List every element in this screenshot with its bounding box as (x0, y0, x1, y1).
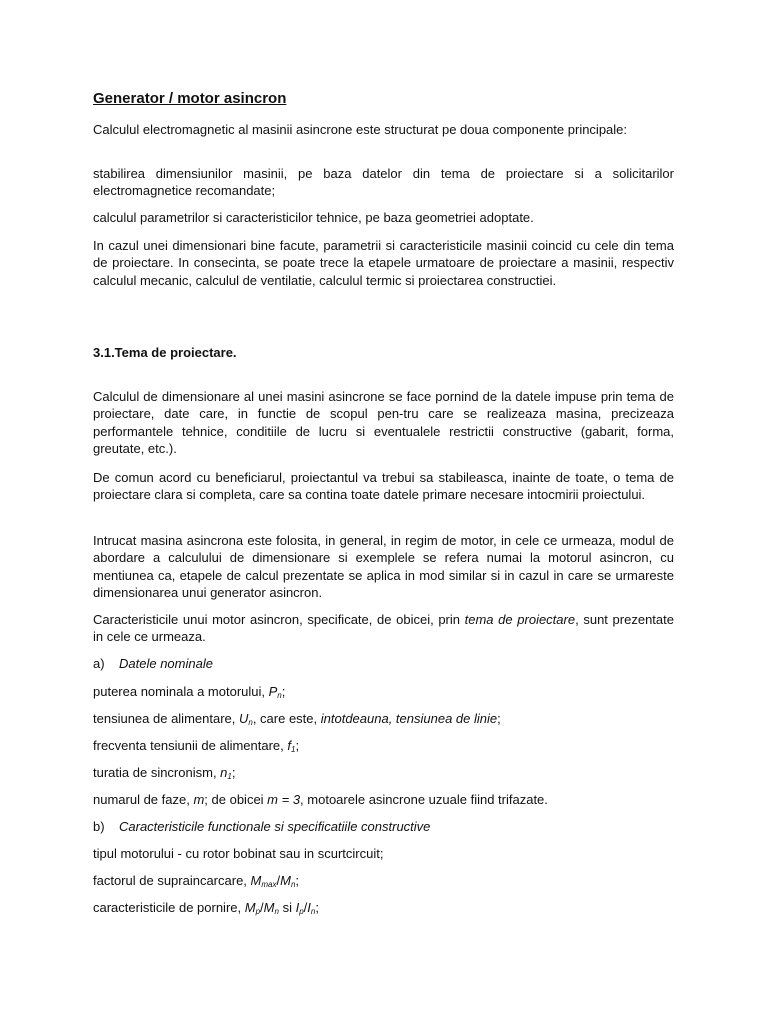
list-item-supply-voltage: tensiunea de alimentare, $U_n$, care este, intotdeauna, tensiunea de linie; (93, 711, 501, 727)
intro-paragraph-3: calculul parametrilor si caracteristicilor tehnice, pe baza geometriei adoptate. (93, 210, 534, 225)
section-paragraph-2: De comun acord cu beneficiarul, proiectantul va trebui sa stabileasca, inainte de toate, o tema de proiectare clara si completa, care sa contina toate datele primare necesare intocmirii proiectului. (93, 470, 674, 503)
list-b-heading: b) Caracteristicile functionale si specificatiile constructive (93, 819, 431, 834)
list-item-rated-power: puterea nominala a motorului, $P_n$; (93, 684, 286, 700)
list-item-motor-type: tipul motorului - cu rotor bobinat sau in scurtcircuit; (93, 846, 384, 861)
intro-paragraph-1: Calculul electromagnetic al masinii asincrone este structurat pe doua componente principale: (93, 122, 628, 137)
list-item-frequency: frecventa tensiunii de alimentare, $f_1$; (93, 738, 300, 754)
intro-paragraph-2: stabilirea dimensiunilor masinii, pe baza datelor din tema de proiectare si a solicitarilor electromagnetice recomandate; (93, 166, 674, 199)
list-a-heading: a) Datele nominale (93, 656, 213, 671)
list-item-starting-characteristics: caracteristicile de pornire, $M_p/M_n$ si $I_p/I_n$; (93, 900, 319, 916)
list-item-sync-speed: turatia de sincronism, $n_1$; (93, 765, 236, 781)
section-paragraph-4: Caracteristicile unui motor asincron, specificate, de obicei, prin tema de proiectare, sunt prezentate in cele ce urmeaza. (93, 612, 674, 645)
section-paragraph-3: Intrucat masina asincrona este folosita, in general, in regim de motor, in cele ce urmeaza, modul de abordare a calculului de dimensionare si exemplele se refera numai la motorul asincron, cu mentiunea ca, etapele de calcul prezentate se aplica in mod similar si in cazul in care se urmareste dimensionarea unui generator asincron. (93, 533, 674, 601)
section-paragraph-1: Calculul de dimensionare al unei masini asincrone se face pornind de la datele impuse prin tema de proiectare, date care, in functie de scopul pen-tru care se realizeaza masina, precizeaza performantele tehnice, conditiile de lucru si eventualele restrictii constructive (gabarit, forma, greutate, etc.). (93, 389, 674, 457)
list-item-overload-factor: factorul de supraincarcare, $M_{max}/M_n$; (93, 873, 300, 889)
page-title: Generator / motor asincron (93, 90, 287, 107)
section-heading: 3.1.Tema de proiectare. (93, 345, 237, 360)
intro-paragraph-4: In cazul unei dimensionari bine facute, parametrii si caracteristicile masinii coincid cu cele din tema de proiectare. In consecinta, se poate trece la etapele urmatoare de proiectare a masinii, respectiv calculul mecanic, calculul de ventilatie, calculul termic si proiectarea constructiei. (93, 238, 674, 288)
list-item-phase-count: numarul de faze, m; de obicei m = 3, motoarele asincrone uzuale fiind trifazate. (93, 792, 548, 807)
